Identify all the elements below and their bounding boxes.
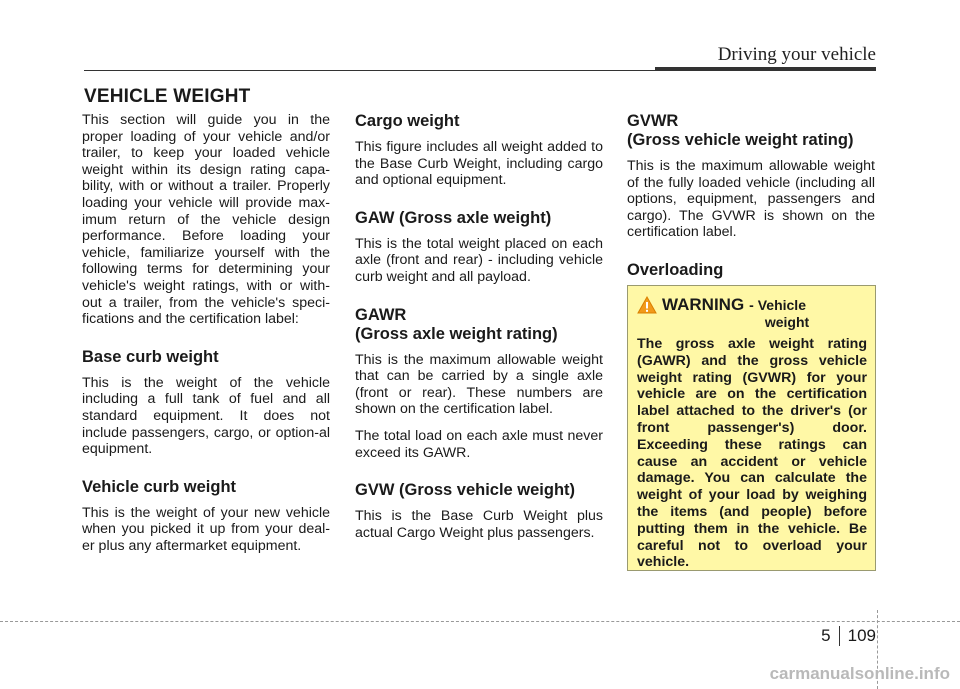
heading-gvw: GVW (Gross vehicle weight) — [355, 481, 576, 500]
heading-base-curb-weight: Base curb weight — [82, 347, 219, 366]
running-header: Driving your vehicle — [717, 44, 876, 65]
heading-gvwr-line1: GVWR — [627, 112, 679, 130]
column-2 — [355, 112, 603, 551]
paragraph-gaw: This is the total weight placed on each axle (front and rear) - including vehicle curb weight and all payload. — [355, 235, 603, 285]
heading-gvwr — [627, 112, 875, 150]
heading-gawr-line1: GAWR — [355, 305, 407, 324]
footer-rule — [0, 621, 960, 622]
heading-gaw: GAW (Gross axle weight) — [355, 208, 552, 227]
warning-triangle-icon — [637, 296, 657, 314]
warning-subject-cont: weight — [764, 314, 810, 330]
paragraph-cargo-weight: This figure includes all weight added to the Base Curb Weight, including cargo and optional equipment. — [355, 139, 603, 189]
heading-gvwr-line2: (Gross vehicle weight rating) — [627, 131, 854, 149]
warning-body: The gross axle weight rating (GAWR) and the gross vehicle weight rating (GVWR) for your vehicle are on the certification label attached to the driver's (or front passenger's) door. Exceeding these ratings can cause an accident or vehicle damage. You can calculate the weight of your load by weighing the items (and people) before putting them in the vehicle. Be careful not to overload your vehicle. — [637, 336, 867, 571]
warning-header — [637, 296, 867, 314]
heading-cargo-weight: Cargo weight — [355, 112, 460, 130]
heading-vehicle-curb-weight: Vehicle curb weight — [82, 477, 237, 496]
chapter-number: 5 — [821, 626, 839, 646]
column-1 — [82, 112, 330, 564]
watermark: carmanualsonline.info — [769, 664, 950, 683]
paragraph-gawr-limit: The total load on each axle must never exceed its GAWR. — [355, 427, 603, 461]
heading-gawr — [355, 306, 603, 344]
heading-gawr-line2: (Gross axle weight rating) — [355, 324, 558, 343]
paragraph-base-curb-weight: This is the weight of the vehicle including a full tank of fuel and all standard equipment. It does not include passengers, cargo, or option-al equipment. — [82, 374, 330, 458]
paragraph-gvwr: This is the maximum allowable weight of the fully loaded vehicle (including all options, equipment, passengers and cargo). The GVWR is shown on the certification label. — [627, 158, 875, 241]
paragraph-vehicle-curb-weight: This is the weight of your new vehicle when you picked it up from your deal-er plus any aftermarket equipment. — [82, 504, 330, 554]
heading-overloading: Overloading — [627, 260, 724, 279]
intro-paragraph: This section will guide you in the proper loading of your vehicle and/or trailer, to keep your loaded vehicle weight within its design rating capa-bility, with or without a trailer. Properly loading your vehicle will provide max-imum return of the vehicle design performance. Before loading your vehicle, familiarize yourself with the following terms for determining your vehicle's weight ratings, with or with-out a trailer, from the vehicle's speci-fications and the certification label: — [82, 112, 330, 328]
warning-subject: - Vehicle — [749, 297, 806, 313]
column-3 — [627, 112, 875, 288]
paragraph-gvw: This is the Base Curb Weight plus actual Cargo Weight plus passengers. — [355, 508, 603, 541]
warning-box — [627, 285, 876, 571]
header-rule-accent — [655, 67, 876, 71]
warning-label: WARNING — [662, 295, 745, 314]
page-number-value: 109 — [847, 626, 876, 645]
page-number — [821, 626, 876, 646]
section-title: VEHICLE WEIGHT — [84, 86, 251, 107]
paragraph-gawr: This is the maximum allowable weight that can be carried by a single axle (front or rear). These numbers are shown on the certification label. — [355, 351, 603, 418]
